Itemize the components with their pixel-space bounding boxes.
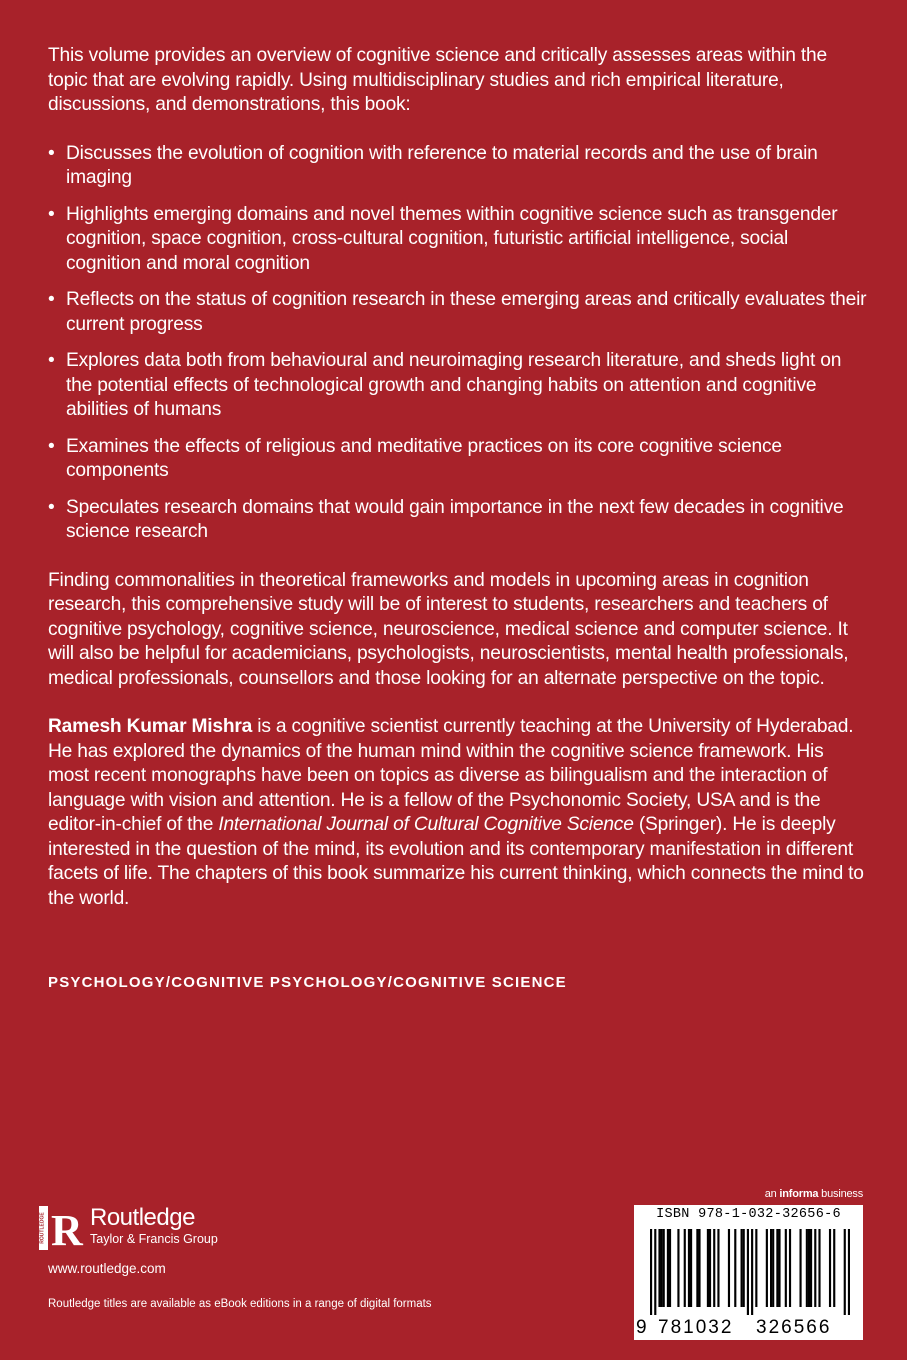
subject-category: PSYCHOLOGY/COGNITIVE PSYCHOLOGY/COGNITIVE SCIENCE	[48, 974, 567, 991]
barcode-bar	[743, 1229, 745, 1307]
barcode-bar	[741, 1229, 743, 1307]
barcode-bar	[799, 1229, 801, 1307]
author-name: Ramesh Kumar Mishra	[48, 716, 253, 737]
barcode-bar	[789, 1229, 791, 1307]
barcode-guard-bar	[747, 1229, 749, 1315]
barcode-bar	[806, 1229, 808, 1307]
barcode-bar	[669, 1229, 671, 1307]
bullet-icon: •	[48, 496, 55, 518]
journal-title: International Journal of Cultural Cognitive Science	[218, 814, 634, 835]
list-item: • Discusses the evolution of cognition with reference to material records and the use of brain imaging	[48, 142, 818, 188]
list-item: • Examines the effects of religious and meditative practices on its core cognitive science components	[48, 435, 782, 481]
barcode-bar	[772, 1229, 774, 1307]
barcode-bar	[690, 1229, 692, 1307]
list-item: • Reflects on the status of cognition research in these emerging areas and critically evaluates their current progress	[48, 289, 867, 335]
routledge-logo-icon	[38, 1205, 84, 1251]
informa-tagline: an informa business	[764, 1188, 863, 1200]
barcode-bar	[778, 1229, 780, 1307]
logo-vertical-text: ROUTLEDGE	[39, 1212, 46, 1244]
barcode-bar	[785, 1229, 787, 1307]
author-bio: Ramesh Kumar Mishra is a cognitive scientist currently teaching at the University of Hyderabad. He has explored the dynamics of the human mind within the cognitive science framework. His most recent monographs have been on topics as diverse as bilingualism and the interaction of language with vision and attention. He is a fellow of the Psychonomic Society, USA and is the editor-in-chief of the International Journal of Cultural Cognitive Science (Springer). He is deeply interested in the question of the mind, its evolution and its contemporary manifestation in different facets of life. The chapters of this book summarize his current thinking, which connects the mind to the world.	[48, 716, 864, 909]
barcode-bar	[658, 1229, 660, 1307]
barcode-guard-bar	[650, 1229, 652, 1315]
publisher-name: Routledge	[90, 1204, 195, 1231]
publisher-logo	[38, 1205, 218, 1251]
barcode-bar	[818, 1229, 820, 1307]
barcode-bar	[684, 1229, 686, 1307]
barcode-bar	[734, 1229, 736, 1307]
intro-paragraph: This volume provides an overview of cognitive science and critically assesses areas within the topic that are evolving rapidly. Using multidisciplinary studies and rich empirical literature, discussions, and demonstrations, this book:	[48, 45, 827, 115]
barcode-bar	[776, 1229, 778, 1307]
barcode-bar	[728, 1229, 730, 1307]
barcode-bar	[814, 1229, 816, 1307]
barcode-bar	[833, 1229, 835, 1307]
isbn-label: ISBN 978-1-032-32656-6	[656, 1207, 841, 1222]
barcode-bar	[717, 1229, 719, 1307]
barcode-guard-bar	[654, 1229, 656, 1315]
barcode-bar	[755, 1229, 757, 1307]
barcode-bar	[713, 1229, 715, 1307]
audience-paragraph: Finding commonalities in theoretical frameworks and models in upcoming areas in cognition research, this comprehensive study will be of interest to students, researchers and teachers of cognitive psychology, cognitive science, neuroscience, medical science and computer science. It will also be helpful for academicians, psychologists, neuroscientists, mental health professionals, medical professionals, counsellors and those looking for an alternate perspective on the topic.	[48, 569, 849, 689]
barcode-bar	[661, 1229, 663, 1307]
barcode-bar	[688, 1229, 690, 1307]
barcode-bar	[696, 1229, 698, 1307]
barcode-bar	[707, 1229, 709, 1307]
list-item: • Highlights emerging domains and novel themes within cognitive science such as transgender cognition, space cognition, cross-cultural cognition, futuristic artificial intelligence, social cognition and moral cognition	[48, 203, 838, 274]
bullet-icon: •	[48, 435, 55, 457]
bullet-icon: •	[48, 289, 55, 310]
barcode-bar	[770, 1229, 772, 1307]
back-cover-text	[48, 44, 868, 911]
barcode-bar	[766, 1229, 768, 1307]
logo-letter: R	[51, 1206, 83, 1251]
bullet-icon: •	[48, 350, 55, 371]
bullet-icon: •	[48, 203, 55, 225]
barcode-bars	[650, 1229, 850, 1315]
list-item: • Explores data both from behavioural and neuroimaging research literature, and sheds light on the potential effects of technological growth and changing habits on attention and cognitive abilities of humans	[48, 350, 842, 420]
barcode-bar	[677, 1229, 679, 1307]
barcode-bar	[667, 1229, 669, 1307]
barcode-first-digit: 9	[636, 1317, 647, 1338]
bullet-icon: •	[48, 142, 55, 164]
barcode-bar	[810, 1229, 812, 1307]
barcode-bar	[808, 1229, 810, 1307]
barcode-bar	[698, 1229, 700, 1307]
barcode-guard-bar	[848, 1229, 850, 1315]
barcode-bar	[709, 1229, 711, 1307]
publisher-url[interactable]: www.routledge.com	[48, 1261, 166, 1276]
barcode-bar	[829, 1229, 831, 1307]
list-item: • Speculates research domains that would gain importance in the next few decades in cognitive science research	[48, 496, 844, 542]
informa-brand: informa	[779, 1188, 819, 1200]
ebook-note: Routledge titles are available as eBook editions in a range of digital formats	[48, 1298, 432, 1310]
feature-list	[48, 142, 868, 545]
isbn-barcode	[634, 1205, 863, 1340]
barcode-guard-bar	[751, 1229, 753, 1315]
barcode-guard-bar	[844, 1229, 846, 1315]
barcode-left-digits: 781032	[658, 1317, 734, 1338]
barcode-right-digits: 326566	[756, 1317, 832, 1338]
barcode-bar	[663, 1229, 665, 1307]
publisher-group: Taylor & Francis Group	[90, 1232, 218, 1246]
